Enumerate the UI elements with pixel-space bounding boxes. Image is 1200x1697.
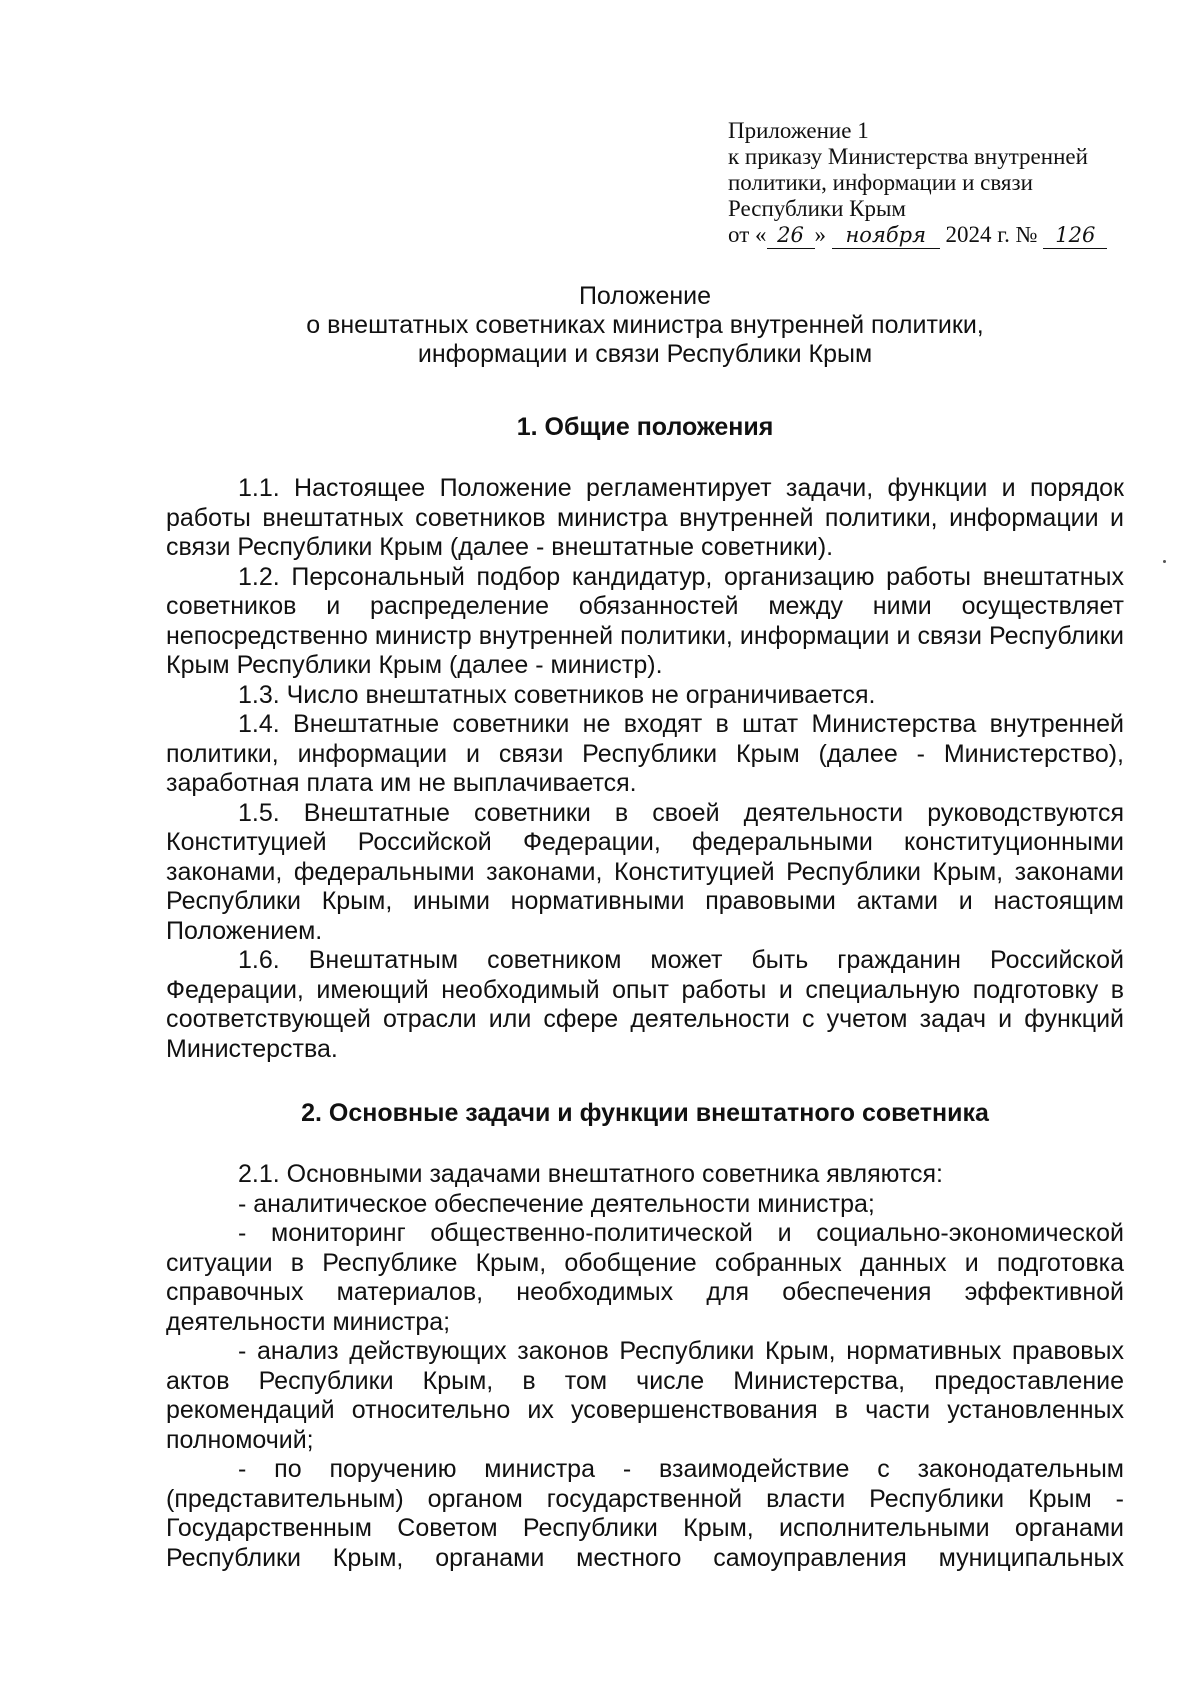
paragraph-1-3: 1.3. Число внештатных советников не ограничивается. xyxy=(238,680,876,709)
list-item-monitoring: - мониторинг общественно-политической и социально-экономической ситуации в Республике Крым, обобщение собранных данных и подготовка справочных материалов, необходимых для обеспечения эффективной деятельности министра; xyxy=(166,1219,1124,1336)
appendix-date-line xyxy=(728,222,1148,249)
date-prefix: от « xyxy=(728,222,767,247)
paragraph-1-5: 1.5. Внештатные советники в своей деятельности руководствуются Конституцией Российской Федерации, федеральными конституционными законами, федеральными законами, Конституцией Республики Крым, законами Республики Крым, иными нормативными правовыми актами и настоящим Положением. xyxy=(166,798,1124,945)
document-title xyxy=(150,282,1140,369)
handwritten-month: ноября xyxy=(832,222,940,249)
date-mid: » xyxy=(814,222,826,247)
list-item-analytics: - аналитическое обеспечение деятельности министра; xyxy=(238,1189,875,1218)
date-year: 2024 г. № xyxy=(939,222,1044,247)
paragraph-1-4: 1.4. Внештатные советники не входят в штат Министерства внутренней политики, информации и связи Республики Крым (далее - Министерство), заработная плата им не выплачивается. xyxy=(166,710,1124,797)
section-2-heading: 2. Основные задачи и функции внештатного советника xyxy=(301,1099,989,1127)
section-2-body xyxy=(166,1160,1124,1573)
handwritten-order-number: 126 xyxy=(1043,222,1107,249)
appendix-line-1: Приложение 1 xyxy=(728,118,869,143)
paragraph-1-1: 1.1. Настоящее Положение регламентирует задачи, функции и порядок работы внештатных советников министра внутренней политики, информации и связи Республики Крым (далее - внештатные советники). xyxy=(166,474,1124,561)
appendix-line-2: к приказу Министерства внутренней xyxy=(728,144,1088,169)
appendix-line-3: политики, информации и связи xyxy=(728,170,1033,195)
paragraph-2-1: 2.1. Основными задачами внештатного советника являются: xyxy=(238,1160,943,1188)
section-1-body xyxy=(166,474,1124,1064)
paragraph-1-2: 1.2. Персональный подбор кандидатур, организацию работы внештатных советников и распределение обязанностей между ними осуществляет непосредственно министр внутренней политики, информации и связи Республики Крым Республики Крым (далее - министр). xyxy=(166,562,1124,679)
appendix-header xyxy=(728,118,1148,249)
title-line-3: информации и связи Республики Крым xyxy=(417,340,873,368)
list-item-law-analysis: - анализ действующих законов Республики Крым, нормативных правовых актов Республики Крым, в том числе Министерства, предоставление рекомендаций относительно их усовершенствования в части установленных полномочий; xyxy=(166,1337,1124,1454)
paragraph-1-6: 1.6. Внештатным советником может быть гражданин Российской Федерации, имеющий необходимый опыт работы и специальную подготовку в соответствующей отрасли или сфере деятельности с учетом задач и функций Министерства. xyxy=(166,946,1124,1063)
title-line-1: Положение xyxy=(578,282,712,310)
list-item-interaction: - по поручению министра - взаимодействие с законодательным (представительным) органом государственной власти Республики Крым - Государственным Советом Республики Крым, исполнительными органами Республики Крым, органами местного самоуправления муниципальных xyxy=(166,1455,1124,1572)
handwritten-day: 26 xyxy=(767,222,815,249)
appendix-line-4: Республики Крым xyxy=(728,196,906,221)
scan-speck xyxy=(1163,560,1166,563)
section-1-heading: 1. Общие положения xyxy=(516,413,774,441)
title-line-2: о внештатных советниках министра внутренней политики, xyxy=(306,311,984,339)
